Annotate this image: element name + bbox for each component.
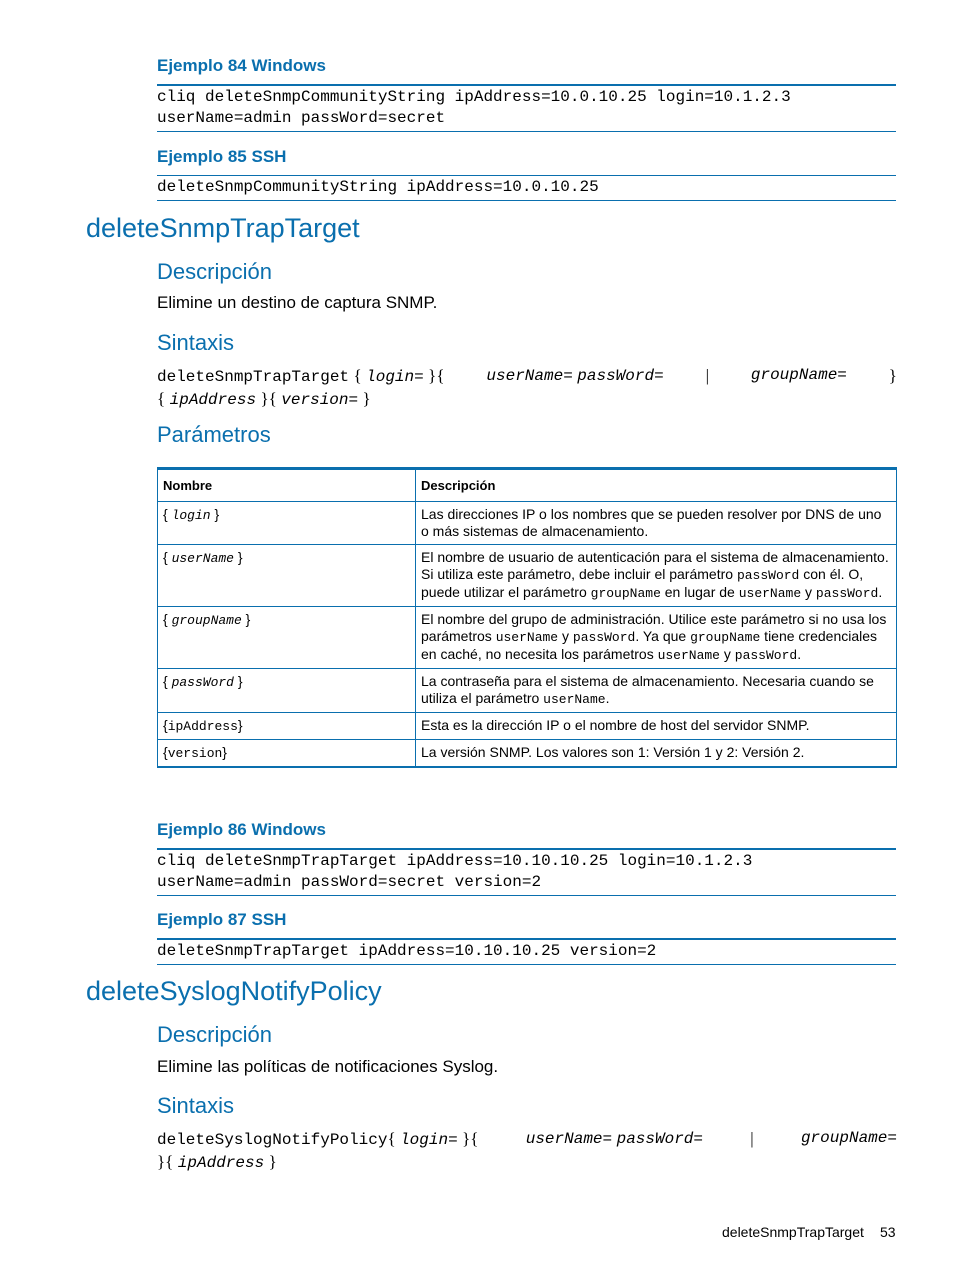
example-87-code: deleteSnmpTrapTarget ipAddress=10.10.10.25 version=2 [157,938,896,965]
syntax-block-2: deleteSyslogNotifyPolicy{ login= }{ userName= passWord= | groupName= }{ ipAddress } [157,1129,897,1172]
table-row [158,713,897,740]
table-row [158,545,897,607]
table-header-row [158,469,897,502]
param-name-cell: { userName } [158,545,416,607]
description-text: Elimine un destino de captura SNMP. [157,293,438,312]
syntax-username: userName= [486,367,573,385]
inline-code: passWord [734,648,798,663]
description-text: . Ya que [635,628,691,644]
syntax-version: version= [281,391,359,409]
description-heading: Descripción [157,259,272,284]
inline-code: userName [738,586,802,601]
param-description [416,545,897,607]
example-86-code: cliq deleteSnmpTrapTarget ipAddress=10.10.10.25 login=10.1.2.3 userName=admin passWord=secret version=2 [157,848,896,896]
syntax-ipaddress: ipAddress [169,391,257,409]
table-row [158,669,897,713]
param-name-cell: { passWord } [158,669,416,713]
param-description [416,740,897,768]
inline-code: passWord [736,568,800,583]
inline-code: passWord [572,630,636,645]
example-86-title: Ejemplo 86 Windows [157,820,326,839]
description-text: Esta es la dirección IP o el nombre de host del servidor SNMP. [421,717,810,733]
description-text: El nombre del grupo de administración. Utilice este parámetro si no usa los parámetros [421,611,887,644]
table-row [158,502,897,545]
example-84-title: Ejemplo 84 Windows [157,56,326,75]
parameters-heading: Parámetros [157,422,271,447]
syntax-groupname-2: groupName= [800,1129,897,1147]
inline-code: userName [657,648,720,663]
inline-code: groupName [590,586,661,601]
inline-code: userName [543,692,606,707]
inline-code: passWord [815,586,879,601]
param-name: ipAddress [167,719,238,734]
param-name: groupName [171,613,242,628]
syntax-heading-2: Sintaxis [157,1093,235,1118]
example-84-code: cliq deleteSnmpCommunityString ipAddress=10.0.10.25 login=10.1.2.3 userName=admin passWord=secret [157,84,896,132]
section-title-delete-syslog-notify-policy: deleteSyslogNotifyPolicy [86,976,382,1006]
inline-code: userName [495,630,559,645]
syntax-login-2: login= [400,1131,458,1149]
description-text: . [878,584,883,600]
description-text: con él. O, puede utilizar el parámetro [421,566,864,600]
param-name: passWord [171,675,234,690]
syntax-heading: Sintaxis [157,330,235,355]
param-description [416,502,897,545]
syntax-login: login= [366,368,424,386]
param-name-cell: { login } [158,502,416,545]
description-text: La versión SNMP. Los valores son 1: Versión 1 y 2: Versión 2. [421,744,805,760]
description-text: . [797,646,802,662]
param-name-cell: {ipAddress} [158,713,416,740]
param-name-cell: {version} [158,740,416,768]
param-name: login [171,508,211,523]
inline-code: groupName [690,630,761,645]
syntax-username-2: userName= [525,1130,613,1148]
description-text: . [605,690,610,706]
example-85-code: deleteSnmpCommunityString ipAddress=10.0.10.25 [157,175,896,201]
table-row [158,740,897,768]
description-text-2: Elimine las políticas de notificaciones Syslog. [157,1057,499,1076]
column-header-name: Nombre [158,469,416,502]
description-text: y [720,646,735,662]
param-name: version [167,746,223,761]
description-text: El nombre de usuario de autenticación para el sistema de almacenamiento. Si utiliza este parámetro, debe incluir el parámetro [421,549,889,582]
description-text: y [801,584,816,600]
example-85-title: Ejemplo 85 SSH [157,147,287,166]
description-heading-2: Descripción [157,1022,272,1047]
description-text: tiene credenciales en caché, no necesita los parámetros [421,628,878,662]
example-87-title: Ejemplo 87 SSH [157,910,287,929]
syntax-block: deleteSnmpTrapTarget { login= }{ userName= passWord= | groupName= } { ipAddress }{ version= } [157,366,897,409]
syntax-password: passWord= [577,367,664,385]
description-text: La contraseña para el sistema de almacenamiento. Necesaria cuando se utiliza el parámetro [421,673,874,706]
footer-page-number: 53 [880,1224,896,1240]
parameters-table [157,467,897,768]
syntax-command-2: deleteSyslogNotifyPolicy [157,1131,388,1149]
param-name-cell: { groupName } [158,607,416,669]
footer-section-name: deleteSnmpTrapTarget [722,1224,864,1240]
section-title-delete-snmp-trap-target: deleteSnmpTrapTarget [86,213,360,243]
syntax-command: deleteSnmpTrapTarget [157,368,350,386]
description-text: y [558,628,573,644]
param-description [416,607,897,669]
description-text: en lugar de [660,584,739,600]
param-name: userName [171,551,234,566]
syntax-groupname: groupName= [750,366,847,384]
syntax-ipaddress-2: ipAddress [177,1154,265,1172]
param-description [416,713,897,740]
syntax-password-2: passWord= [616,1130,704,1148]
param-description [416,669,897,713]
description-text: Las direcciones IP o los nombres que se pueden resolver por DNS de uno o más sistemas de almacenamiento. [421,506,882,539]
column-header-description: Descripción [416,469,897,502]
table-row [158,607,897,669]
